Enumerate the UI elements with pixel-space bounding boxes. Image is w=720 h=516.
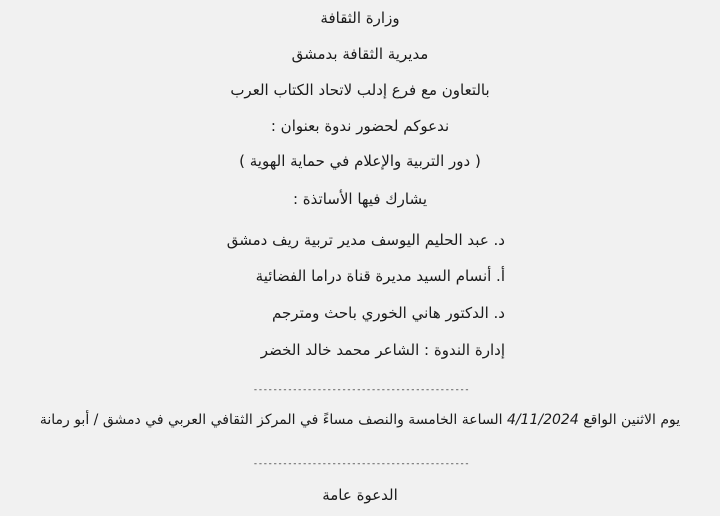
participant-2: أ. أنسام السيد مديرة قناة دراما الفضائية: [255, 267, 505, 285]
moderator-line: إدارة الندوة : الشاعر محمد خالد الخضر: [260, 341, 505, 359]
seminar-title: ( دور التربية والإعلام في حماية الهوية ): [239, 152, 481, 170]
ministry-heading: وزارة الثقافة: [320, 9, 400, 27]
participant-3: د. الدكتور هاني الخوري باحث ومترجم: [272, 304, 505, 322]
event-details: [0, 410, 720, 430]
separator-bottom: --------------------------------------------: [252, 459, 470, 469]
directorate-heading: مديرية الثقافة بدمشق: [291, 45, 429, 63]
event-time-place: الساعة الخامسة والنصف مساءً في المركز الثقافي العربي في دمشق / أبو رمانة: [39, 412, 503, 428]
event-date: 4/11/2024: [506, 412, 579, 428]
event-day: يوم الاثنين الواقع: [583, 412, 681, 428]
public-invitation-note: الدعوة عامة: [322, 486, 398, 504]
participant-1: د. عبد الحليم اليوسف مدير تربية ريف دمشق: [226, 231, 505, 249]
separator-top: --------------------------------------------: [252, 385, 470, 395]
cooperation-line: بالتعاون مع فرع إدلب لاتحاد الكتاب العرب: [230, 81, 490, 99]
invitation-intro: ندعوكم لحضور ندوة بعنوان :: [270, 117, 450, 135]
participants-label: يشارك فيها الأساتذة :: [292, 190, 428, 208]
